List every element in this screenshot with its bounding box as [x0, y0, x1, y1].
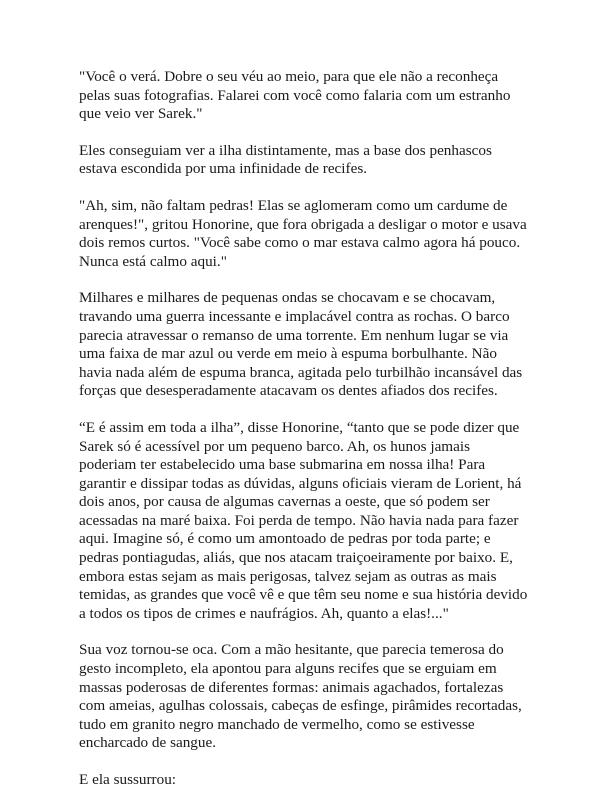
paragraph: Milhares e milhares de pequenas ondas se chocavam e se chocavam, travando uma guerra incessante e implacável contra as rochas. O barco parecia atravessar o remanso de uma torrente. Em nenhum lugar se via uma faixa de mar azul ou verde em meio à espuma borbulhante. Não havia nada além de espuma branca, agitada pelo turbilhão incansável das forças que desesperadamente atacavam os dentes afiados dos recifes. — [79, 289, 523, 400]
paragraph: Sua voz tornou-se oca. Com a mão hesitante, que parecia temerosa do gesto incompleto, ela apontou para alguns recifes que se erguiam em massas poderosas de diferentes formas: animais agachados, fortalezas com ameias, agulhas colossais, cabeças de esfinge, pirâmides recortadas, tudo em granito negro manchado de vermelho, como se estivesse encharcado de sangue. — [79, 641, 522, 752]
document-body — [79, 68, 529, 790]
paragraph: "Ah, sim, não faltam pedras! Elas se aglomeram como um cardume de arenques!", gritou Honorine, que fora obrigada a desligar o motor e usava dois remos curtos. "Você sabe como o mar estava calmo agora há pouco. Nunca está calmo aqui." — [79, 196, 527, 270]
paragraph: E ela sussurrou: — [79, 771, 177, 788]
paragraph: Eles conseguiam ver a ilha distintamente, mas a base dos penhascos estava escondida por uma infinidade de recifes. — [79, 141, 492, 178]
paragraph: "Você o verá. Dobre o seu véu ao meio, para que ele não a reconheça pelas suas fotografias. Falarei com você como falaria com um estranho que veio ver Sarek." — [79, 68, 511, 123]
paragraph: “E é assim em toda a ilha”, disse Honorine, “tanto que se pode dizer que Sarek só é acessível por um pequeno barco. Ah, os hunos jamais poderiam ter estabelecido uma base submarina em nossa ilha! Para garantir e dissipar todas as dúvidas, alguns oficiais vieram de Lorient, há dois anos, por causa de algumas cavernas a oeste, que só podem ser acessadas na maré baixa. Foi perda de tempo. Não havia nada para fazer aqui. Imagine só, é como um amontoado de pedras por toda parte; e pedras pontiagudas, aliás, que nos atacam traiçoeiramente por baixo. E, embora estas sejam as mais perigosas, talvez sejam as outras as mais temidas, as grandes que você vê e que têm seu nome e sua história devido a todos os tipos de crimes e naufrágios. Ah, quanto a elas!..." — [79, 418, 528, 622]
